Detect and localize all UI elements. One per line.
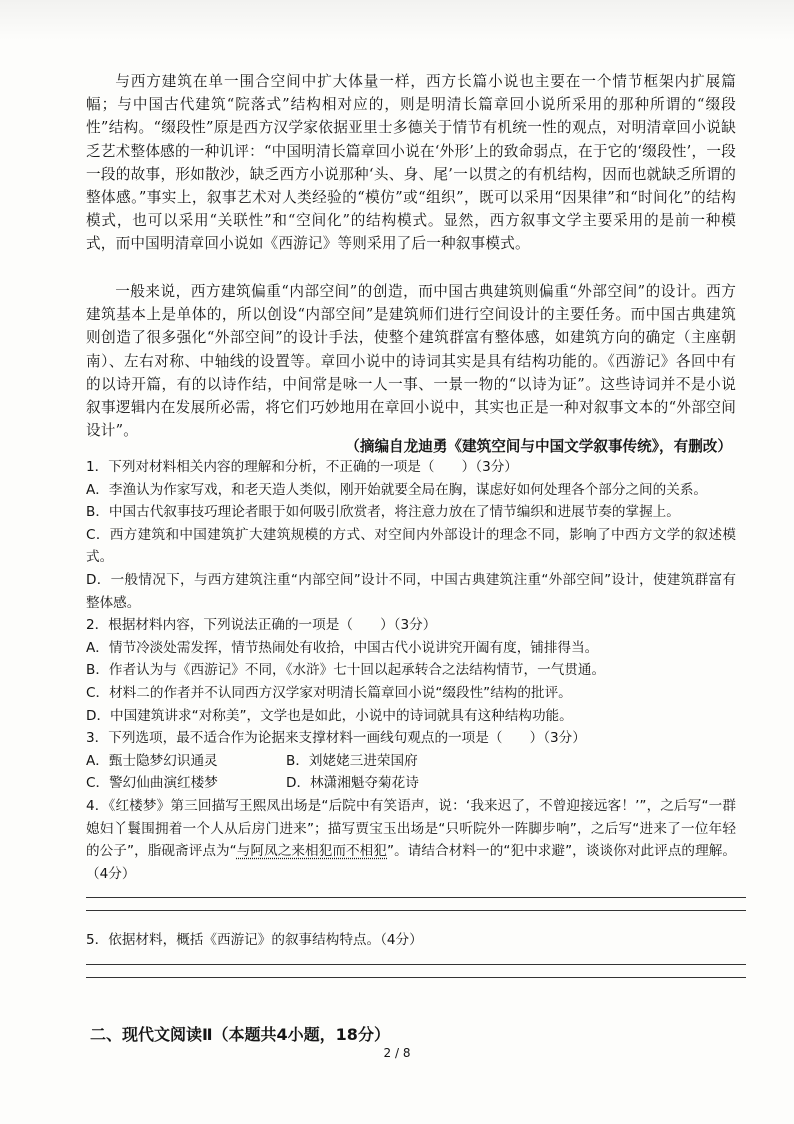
option-c: C．警幻仙曲演红楼梦 <box>86 775 218 792</box>
scan-shadow <box>0 0 794 40</box>
question-text-start: 4．《红楼梦》第三回描写王熙凤出场是“后院中有笑语声，说：‘我来迟了，不曾迎接远客！’”，之后写“一群媳妇丫鬟围拥着一个人从后房门进来”；描写贾宝玉出场是“只听院外一阵脚步响”，之后写“进来了一位年轻的公子”，脂砚斋评点为“ <box>86 797 736 860</box>
passage-text: 与西方建筑在单一围合空间中扩大体量一样，西方长篇小说也主要在一个情节框架内扩展篇幅；与中国古代建筑“院落式”结构相对应的，则是明清长篇章回小说所采用的那种所谓的“缀段性”结构。“缀段性”原是西方汉学家依据亚里士多德关于情节有机统一性的观点，对明清章回小说缺乏艺术整体感的一种讥评：“中国明清长篇章回小说在‘外形’上的致命弱点，在于它的‘缀段性’，一段一段的故事，形如散沙，缺乏西方小说那种‘头、身、尾’一以贯之的有机结构，因而也就缺乏所谓的整体感。”事实上，叙事艺术对人类经验的“模仿”或“组织”，既可以采用“因果律”和“时间化”的结构模式，也可以采用“关联性”和“空间化”的结构模式。显然，西方叙事文学主要采用的是前一种模式，而中国明清章回小说如《西游记》等则采用了后一种叙事模式。 <box>86 73 736 253</box>
question-5 <box>86 929 736 978</box>
answer-line[interactable] <box>86 965 746 978</box>
dotted-emphasis: 与阿凤之来相犯而不相犯 <box>236 843 387 860</box>
option-d: D．一般情况下，与西方建筑注重“内部空间”设计不同，中国古典建筑注重“外部空间”设计，使建筑群富有整体感。 <box>86 571 736 611</box>
question-stem: 3．下列选项，最不适合作为论据来支撑材料一画线句观点的一项是（ ）（3分） <box>86 730 586 747</box>
question-stem: 1．下列对材料相关内容的理解和分析，不正确的一项是（ ）（3分） <box>86 459 518 475</box>
question-3 <box>86 727 736 795</box>
question-2 <box>86 614 736 727</box>
question-stem: 2．根据材料内容，下列说法正确的一项是（ ）（3分） <box>86 617 437 634</box>
option-b: B．中国古代叙事技巧理论者眼于如何吸引欣赏者，将注意力放在了情节编织和进展节奏的掌握上。 <box>86 504 680 521</box>
passage-text: 一般来说，西方建筑偏重“内部空间”的创造，而中国古典建筑则偏重“外部空间”的设计。西方建筑基本上是单体的，所以创设“内部空间”是建筑师们进行空间设计的主要任务。而中国古典建筑则创造了很多强化“外部空间”的设计手法，使整个建筑群富有整体感，如建筑方向的确定（主座朝南）、左右对称、中轴线的设置等。章回小说中的诗词其实是具有结构功能的。《西游记》各回中有的以诗开篇，有的以诗作结，中间常是咏一人一事、一景一物的“以诗为证”。这些诗词并不是小说叙事逻辑内在发展所必需，将它们巧妙地用在章回小说中，其实也正是一种对叙事文本的“外部空间设计”。 <box>86 283 736 440</box>
question-4 <box>86 795 736 911</box>
question-stem: 5．依据材料，概括《西游记》的叙事结构特点。（4分） <box>86 932 423 949</box>
option-b: B．作者认为与《西游记》不同，《水浒》七十回以起承转合之法结构情节，一气贯通。 <box>86 662 606 679</box>
option-c: C．西方建筑和中国建筑扩大建筑规模的方式、对空间内外部设计的理念不同，影响了中西方文学的叙述模式。 <box>86 526 736 566</box>
option-a: A．情节冷淡处需发挥，情节热闹处有收拾，中国古代小说讲究开阖有度，铺排得当。 <box>86 639 599 656</box>
question-area <box>86 456 736 978</box>
question-stem <box>86 795 736 885</box>
options-row-2 <box>86 772 736 795</box>
option-d: D．林潇湘魁夺菊花诗 <box>286 775 419 792</box>
options-row-1 <box>86 750 736 773</box>
section-heading: 二、现代文阅读Ⅱ（本题共4小题，18分） <box>90 1025 390 1044</box>
passage-paragraph-2 <box>86 280 736 442</box>
answer-line[interactable] <box>86 885 746 898</box>
question-text-end: ”。请结合材料一的“犯中求避”，谈谈你对此评点的理解。（4分） <box>86 843 736 882</box>
question-1 <box>86 456 736 614</box>
option-d: D．中国建筑讲求“对称美”，文学也是如此，小说中的诗词就具有这种结构功能。 <box>86 707 573 724</box>
option-a: A．甄士隐梦幻识通灵 <box>86 752 218 769</box>
option-a: A．李渔认为作家写戏，和老天造人类似，刚开始就要全局在胸，谋虑好如何处理各个部分之间的关系。 <box>86 481 708 498</box>
answer-line[interactable] <box>86 898 746 911</box>
passage-paragraph-1 <box>86 70 736 256</box>
page-number: 2 / 8 <box>383 1046 411 1060</box>
passage-source: （摘编自龙迪勇《建筑空间与中国文学叙事传统》，有删改） <box>345 438 732 455</box>
answer-line[interactable] <box>86 952 746 965</box>
option-b: B．刘姥姥三进荣国府 <box>286 752 418 769</box>
option-c: C．材料二的作者并不认同西方汉学家对明清长篇章回小说“缀段性”结构的批评。 <box>86 684 572 701</box>
